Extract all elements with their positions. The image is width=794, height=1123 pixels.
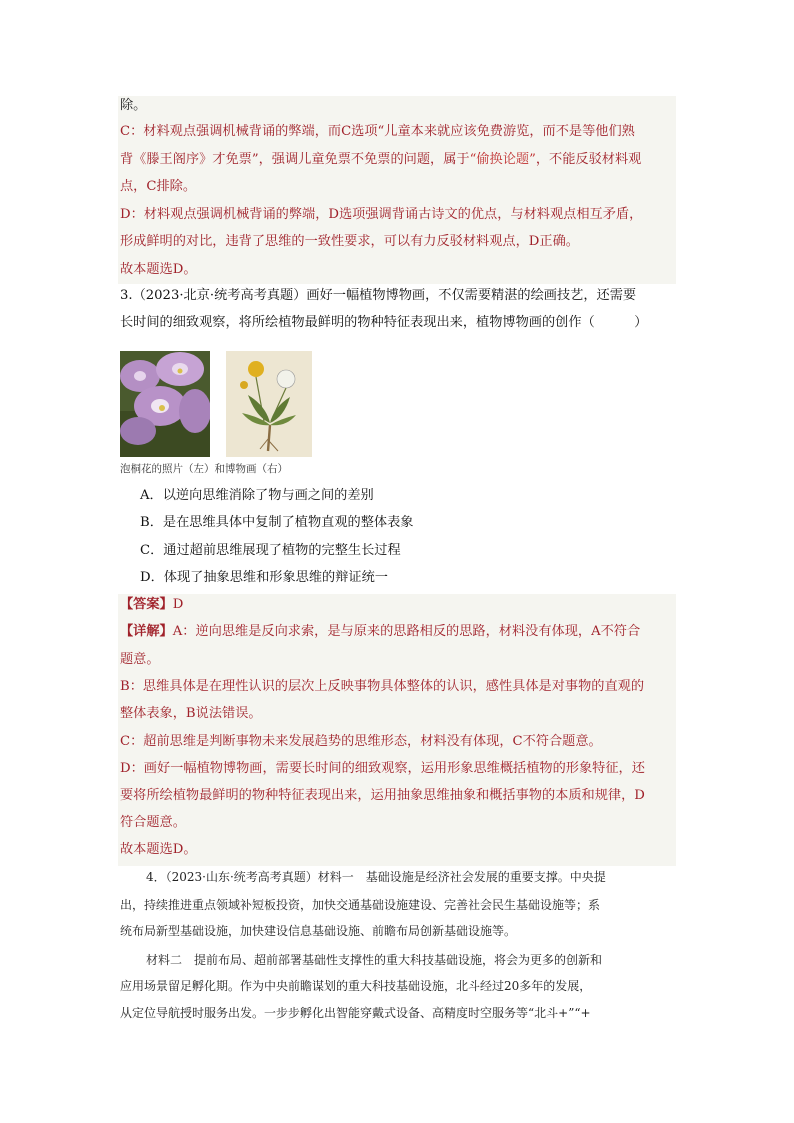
option-d: D．体现了抽象思维和形象思维的辩证统一	[140, 570, 388, 585]
highlight-term: “偷换论题”	[469, 152, 536, 167]
prev-answer-d2: 形成鲜明的对比，违背了思维的一致性要求，可以有力反驳材料观点，D正确。	[120, 234, 579, 249]
answer3-b2: 整体表象，B说法错误。	[120, 706, 262, 721]
question4-line5: 应用场景留足孵化期。作为中央前瞻谋划的重大科技基础设施，北斗经过20多年的发展，	[120, 979, 592, 993]
question4-line2: 出，持续推进重点领域补短板投资，加快交通基础设施建设、完善社会民生基础设施等；系	[120, 898, 601, 912]
answer3-d1: D：画好一幅植物博物画，需要长时间的细致观察，运用形象思维概括植物的形象特征，还	[120, 761, 645, 776]
question3-line2: 长时间的细致观察，将所绘植物最鲜明的物种特征表现出来，植物博物画的创作（ ）	[120, 315, 648, 330]
answer3-d3: 符合题意。	[120, 815, 186, 830]
dandelion-illustration	[226, 351, 312, 457]
question3-line1: 3.（2023·北京·统考高考真题）画好一幅植物博物画，不仅需要精湛的绘画技艺，还需要	[120, 288, 637, 303]
question4-line4: 材料二 提前布局、超前部署基础性支撑性的重大科技基础设施，将会为更多的创新和	[146, 953, 603, 967]
answer3-b1: B：思维具体是在理性认识的层次上反映事物具体整体的认识，感性具体是对事物的直观的	[120, 679, 644, 694]
prev-answer-final: 故本题选D。	[120, 262, 197, 277]
prev-answer-c3: 点，C排除。	[120, 179, 197, 194]
option-a: A．以逆向思维消除了物与画之间的差别	[140, 488, 374, 503]
question4-line1: 4．（2023·山东·统考高考真题）材料一 基础设施是经济社会发展的重要支撑。中央提	[146, 870, 606, 884]
answer3-d2: 要将所绘植物最鲜明的物种特征表现出来，运用抽象思维抽象和概括事物的本质和规律，D	[120, 788, 645, 803]
answer3-a2: 题意。	[120, 652, 160, 667]
option-b: B．是在思维具体中复制了植物直观的整体表象	[140, 515, 414, 530]
prev-answer-c1: C：材料观点强调机械背诵的弊端，而C选项“儿童本来就应该免费游览，而不是等他们熟	[120, 124, 635, 139]
question4-line3: 统布局新型基础设施，加快建设信息基础设施、前瞻布局创新基础设施等。	[120, 924, 517, 938]
paulownia-photo	[120, 351, 210, 457]
answer3-c1: C：超前思维是判断事物未来发展趋势的思维形态，材料没有体现，C不符合题意。	[120, 734, 602, 749]
question4-line6: 从定位导航授时服务出发。一步步孵化出智能穿戴式设备、高精度时空服务等“北斗+”“+	[120, 1006, 591, 1020]
option-c: C．通过超前思维展现了植物的完整生长过程	[140, 543, 401, 558]
answer3-detail-a1: 【详解】A：逆向思维是反向求索，是与原来的思路相反的思路，材料没有体现，A不符合	[120, 624, 641, 639]
prev-answer-d1: D：材料观点强调机械背诵的弊端，D选项强调背诵古诗文的优点，与材料观点相互矛盾，	[120, 207, 643, 222]
answer3-final: 故本题选D。	[120, 842, 197, 857]
figure-caption: 泡桐花的照片（左）和博物画（右）	[120, 463, 288, 475]
answer3-answer: 【答案】D	[120, 597, 184, 612]
prev-answer-line0: 除。	[120, 98, 147, 113]
prev-answer-c2: 背《滕王阁序》才免票”，强调儿童免票不免票的问题，属于“偷换论题”，不能反驳材料观	[120, 152, 642, 167]
